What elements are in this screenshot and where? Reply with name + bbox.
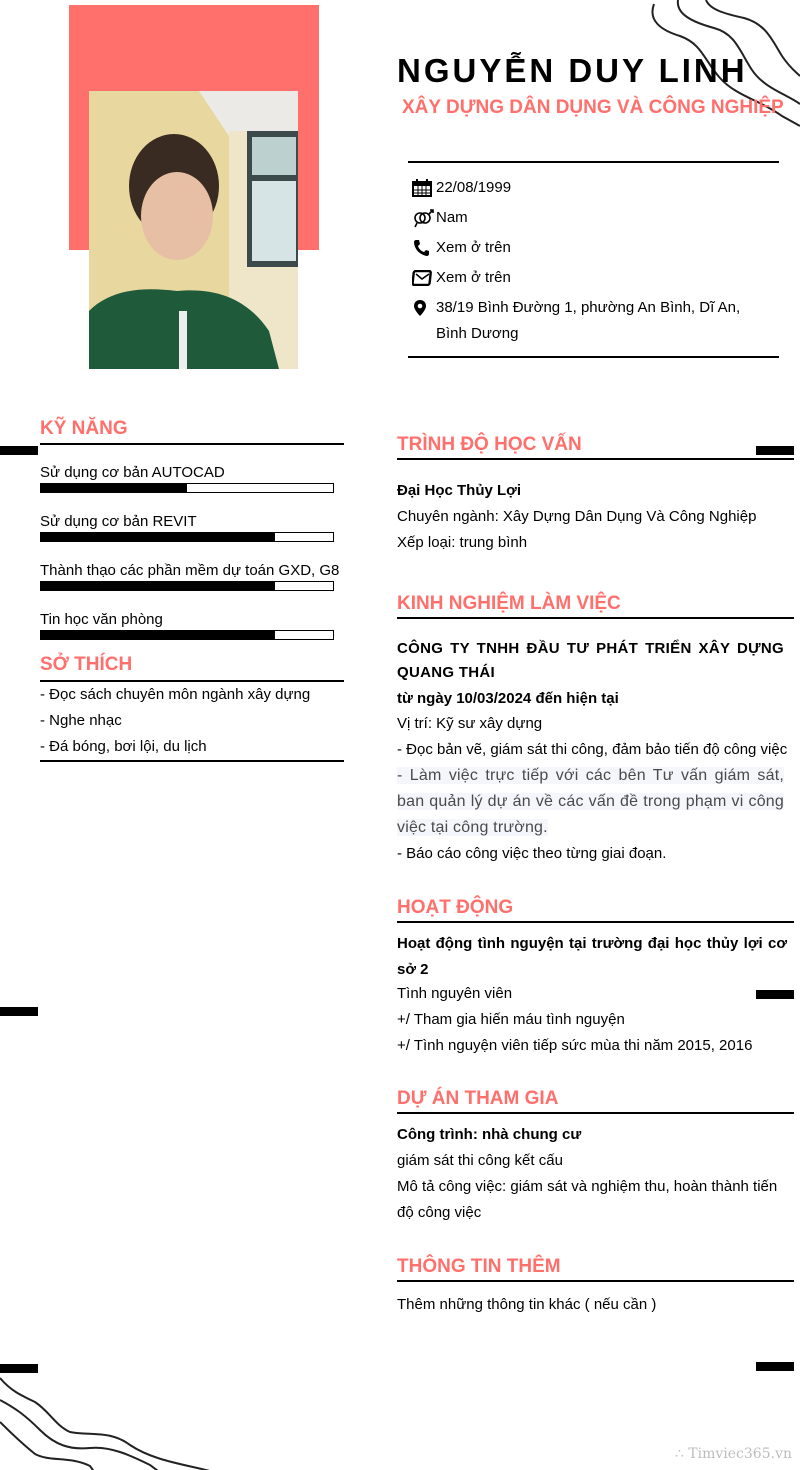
skill-bar [40,581,334,591]
work-period: từ ngày 10/03/2024 đến hiện tại [397,690,619,707]
skill-bar [40,532,334,542]
job-title: XÂY DỰNG DÂN DỤNG VÀ CÔNG NGHIỆP [402,97,784,118]
work-duty: - Làm việc trực tiếp với các bên Tư vấn giám sát, ban quản lý dự án về các vấn đề trong phạm vi công việc tại công trường. [397,767,784,836]
work-duty: - Báo cáo công việc theo từng giai đoạn. [397,845,667,862]
activity-item: +/ Tham gia hiến máu tình nguyện [397,1011,625,1028]
skill-bar-fill [41,533,275,541]
email-icon [412,265,436,291]
gender-icon [412,205,436,231]
education-grade: Xếp loại: trung bình [397,534,528,551]
section-divider [397,617,794,619]
hobbies-title: SỞ THÍCH [40,654,133,675]
gender-text: Nam [436,209,468,226]
skill-label: Sử dụng cơ bản REVIT [40,513,197,530]
skill-bar-fill [41,484,187,492]
section-divider [397,458,794,460]
hobby-item: - Đọc sách chuyên môn ngành xây dựng [40,686,311,703]
section-divider [40,760,344,762]
section-divider [40,443,344,445]
email-text[interactable]: Xem ở trên [436,269,511,286]
hobby-item: - Nghe nhạc [40,712,122,729]
school-name: Đại Học Thủy Lợi [397,482,522,499]
edge-tick [756,990,794,999]
activity-role: Tình nguyên viên [397,985,513,1002]
company-name: CÔNG TY TNHH ĐẦU TƯ PHÁT TRIỂN XÂY DỰNG QUANG THÁI [397,640,784,681]
project-description: Mô tả công việc: giám sát và nghiệm thu, hoàn thành tiến độ công việc [397,1178,778,1221]
profile-photo [89,91,298,369]
contact-row-email [412,265,756,291]
contact-row-birthday [412,175,756,201]
birthday-text: 22/08/1999 [436,179,512,196]
education-title: TRÌNH ĐỘ HỌC VẤN [397,434,582,455]
skill-label: Thành thạo các phần mềm dự toán GXD, G8 [40,562,340,579]
skill-label: Tin học văn phòng [40,611,163,628]
activity-item: +/ Tình nguyện viên tiếp sức mùa thi năm 2015, 2016 [397,1037,753,1054]
activities-title: HOẠT ĐỘNG [397,897,514,918]
additional-title: THÔNG TIN THÊM [397,1256,561,1277]
edge-tick [0,446,38,455]
work-position: Vị trí: Kỹ sư xây dựng [397,715,543,732]
project-name: Công trình: nhà chung cư [397,1126,582,1143]
phone-text[interactable]: Xem ở trên [436,239,511,256]
section-divider [397,921,794,923]
watermark: ∴ Timviec365.vn [674,1446,792,1462]
contact-row-phone [412,235,756,261]
projects-title: DỰ ÁN THAM GIA [397,1088,559,1109]
experience-title: KINH NGHIỆM LÀM VIỆC [397,593,621,614]
hobby-item: - Đá bóng, bơi lội, du lịch [40,738,207,755]
section-divider [397,1112,794,1114]
edge-tick [756,446,794,455]
map-pin-icon [412,295,436,321]
contact-row-gender [412,205,756,231]
edge-tick [756,1362,794,1371]
section-divider [397,1280,794,1282]
skill-bar [40,630,334,640]
contact-info [408,161,779,358]
skills-title: KỸ NĂNG [40,418,128,439]
skill-bar [40,483,334,493]
skill-bar-fill [41,582,275,590]
skill-label: Sử dụng cơ bản AUTOCAD [40,464,225,481]
work-duty: - Đọc bản vẽ, giám sát thi công, đảm bảo tiến độ công việc [397,741,788,758]
additional-text: Thêm những thông tin khác ( nếu cần ) [397,1296,657,1313]
contact-row-address [412,295,756,347]
skill-bar-fill [41,631,275,639]
phone-icon [412,235,436,261]
project-role: giám sát thi công kết cấu [397,1152,563,1169]
education-major: Chuyên ngành: Xây Dựng Dân Dụng Và Công Nghiệp [397,508,757,525]
wave-decoration-bottom-left [0,1370,280,1470]
calendar-icon [412,175,436,201]
address-text: 38/19 Bình Đường 1, phường An Bình, Dĩ An, Bình Dương [436,299,741,342]
activity-name: Hoạt động tình nguyện tại trường đại học thủy lợi cơ sở 2 [397,935,787,978]
candidate-name: NGUYỄN DUY LINH [397,52,748,89]
edge-tick [0,1007,38,1016]
